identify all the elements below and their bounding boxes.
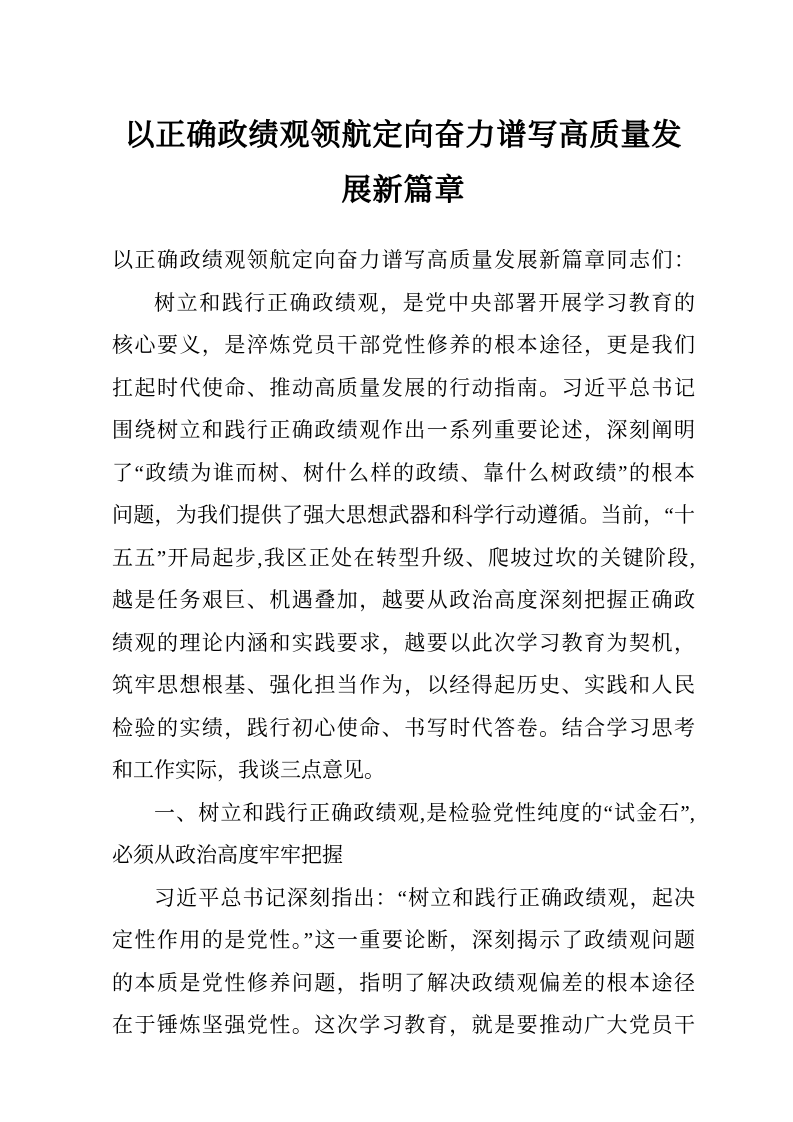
text-line: 习近平总书记深刻指出：“树立和践行正确政绩观，起决 xyxy=(154,885,695,910)
text-line: 越是任务艰巨、机遇叠加，越要从政治高度深刻把握正确政 xyxy=(112,588,695,612)
title-line-2: 展新篇章 xyxy=(341,174,466,207)
paragraph xyxy=(112,792,695,877)
text-line: 扛起时代使命、推动高质量发展的行动指南。习近平总书记 xyxy=(112,375,695,400)
text-line: 检验的实绩，践行初心使命、书写时代答卷。结合学习思考 xyxy=(112,715,695,740)
text-line: 围绕树立和践行正确政绩观作出一系列重要论述，深刻阐明 xyxy=(112,418,695,442)
text-line: 核心要义，是淬炼党员干部党性修养的根本途径，更是我们 xyxy=(112,333,695,357)
document-title xyxy=(112,108,695,218)
text-line: 以正确政绩观领航定向奋力谱写高质量发展新篇章同志们： xyxy=(112,248,695,272)
text-line: 必须从政治高度牢牢把握 xyxy=(112,843,343,867)
text-line: 五五”开局起步,我区正处在转型升级、爬坡过坎的关键阶段, xyxy=(112,545,695,570)
text-line: 定性作用的是党性。”这一重要论断，深刻揭示了政绩观问题 xyxy=(112,928,695,952)
text-line: 绩观的理论内涵和实践要求，越要以此次学习教育为契机， xyxy=(112,630,695,655)
text-line: 筑牢思想根基、强化担当作为，以经得起历史、实践和人民 xyxy=(112,673,695,697)
text-line: 在于锤炼坚强党性。这次学习教育，就是要推动广大党员干 xyxy=(112,1013,695,1037)
text-line: 和工作实际，我谈三点意见。 xyxy=(112,758,385,782)
text-line: 一、树立和践行正确政绩观,是检验党性纯度的“试金石”, xyxy=(154,800,695,825)
document-body xyxy=(112,239,695,1047)
text-line: 问题，为我们提供了强大思想武器和科学行动遵循。当前，“十 xyxy=(112,503,695,527)
paragraph xyxy=(112,877,695,1047)
paragraph xyxy=(112,282,695,792)
text-line: 树立和践行正确政绩观，是党中央部署开展学习教育的 xyxy=(154,290,695,315)
title-line-1: 以正确政绩观领航定向奋力谱写高质量发 xyxy=(124,119,683,152)
paragraph xyxy=(112,239,695,282)
text-line: 了“政绩为谁而树、树什么样的政绩、靠什么树政绩”的根本 xyxy=(112,460,695,485)
text-line: 的本质是党性修养问题，指明了解决政绩观偏差的根本途径 xyxy=(112,970,695,995)
